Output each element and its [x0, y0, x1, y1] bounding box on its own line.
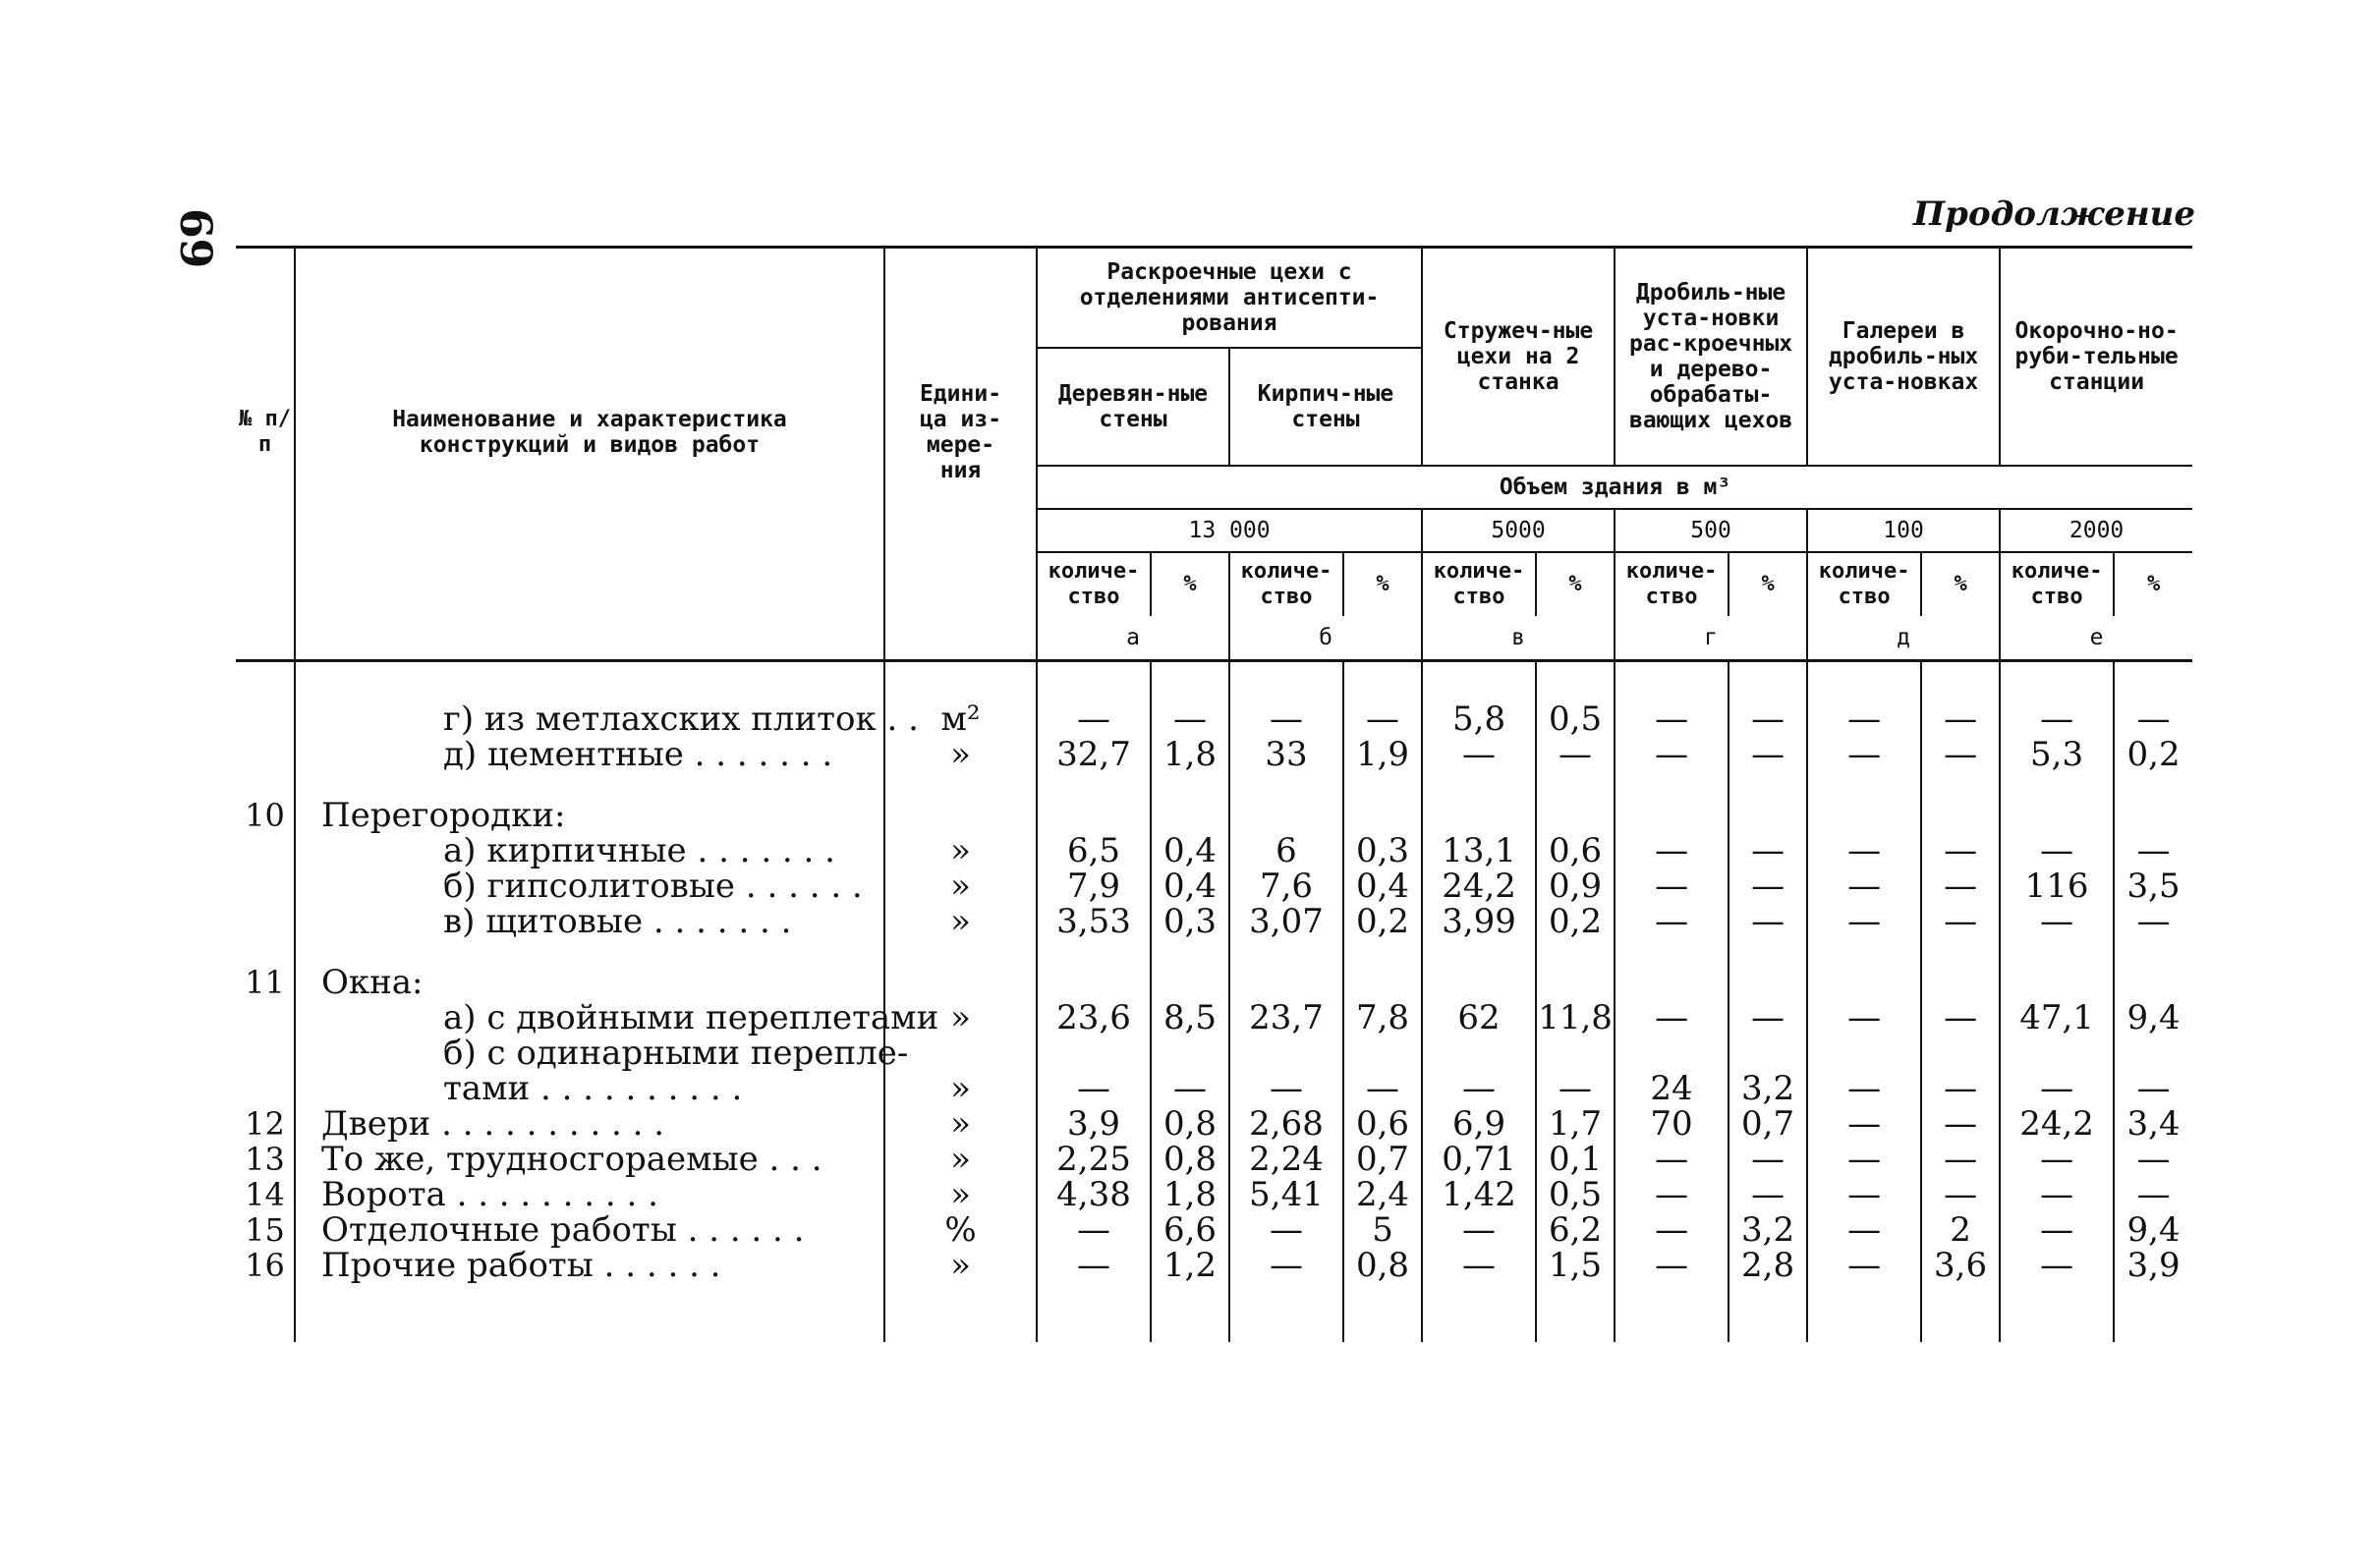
cell-quantity: — [1229, 1212, 1343, 1248]
cell-quantity [1807, 1035, 1921, 1071]
cell-percent: 0,6 [1536, 833, 1615, 868]
cell-percent: 1,2 [1151, 1248, 1229, 1283]
cell-percent: — [1728, 1177, 1807, 1212]
row-unit: » [884, 1142, 1037, 1177]
cell-percent: 0,2 [2114, 737, 2192, 772]
cell-quantity: 2,68 [1229, 1106, 1343, 1142]
cell-percent: — [2114, 1177, 2192, 1212]
cell-quantity: 32,7 [1037, 737, 1151, 772]
cell-percent: — [1728, 833, 1807, 868]
row-number: 16 [245, 1247, 285, 1284]
pct-header: % [1921, 552, 2000, 616]
cell-percent: 0,3 [1343, 833, 1422, 868]
cell-quantity: — [1422, 1071, 1536, 1106]
cell-percent: — [1728, 737, 1807, 772]
cell-percent: 0,2 [1536, 904, 1615, 939]
cell-quantity [1615, 1035, 1728, 1071]
row-unit: » [884, 1177, 1037, 1212]
cell-quantity: 5,41 [1229, 1177, 1343, 1212]
cell-quantity: — [1615, 1142, 1728, 1177]
pct-header: % [1536, 552, 1615, 616]
cell-quantity [1615, 772, 1728, 833]
cell-percent: 3,4 [2114, 1106, 2192, 1142]
row-name: б) с одинарными перепле- [295, 1035, 884, 1071]
column-letter: е [2000, 616, 2192, 661]
row-unit: » [884, 833, 1037, 868]
cell-quantity: — [1615, 1212, 1728, 1248]
row-unit: » [884, 1248, 1037, 1283]
cell-quantity: 47,1 [2000, 1000, 2114, 1035]
cell-quantity [1615, 939, 1728, 1000]
cell-percent: — [1921, 868, 2000, 904]
row-name: Отделочные работы . . . . . . [295, 1212, 884, 1248]
cell-quantity: 24 [1615, 1071, 1728, 1106]
cell-quantity: — [2000, 904, 2114, 939]
qty-header: количе-ство [1229, 552, 1343, 616]
column-letter: г [1615, 616, 1807, 661]
cell-quantity: 3,53 [1037, 904, 1151, 939]
cell-quantity: — [1037, 1248, 1151, 1283]
cell-percent: — [1728, 701, 1807, 737]
volume-value: 500 [1615, 509, 1807, 552]
row-unit: » [884, 737, 1037, 772]
cell-percent: — [1728, 904, 1807, 939]
cell-percent: — [1921, 1142, 2000, 1177]
cell-percent: 6,2 [1536, 1212, 1615, 1248]
cell-percent: 3,5 [2114, 868, 2192, 904]
cell-percent: — [1728, 1142, 1807, 1177]
row-name: а) с двойными переплетами [295, 1000, 884, 1035]
cell-quantity: 4,38 [1037, 1177, 1151, 1212]
row-number [236, 1035, 295, 1071]
cell-quantity: 7,9 [1037, 868, 1151, 904]
cell-quantity [2000, 1035, 2114, 1071]
cell-percent: 3,2 [1728, 1071, 1807, 1106]
cell-percent: 2 [1921, 1212, 2000, 1248]
header-group-okoroch: Окорочно-но-руби-тельные станции [2000, 248, 2192, 467]
cell-quantity [1037, 1035, 1151, 1071]
cell-percent: 9,4 [2114, 1212, 2192, 1248]
cell-percent: 0,4 [1343, 868, 1422, 904]
volume-value: 5000 [1422, 509, 1615, 552]
table-row [236, 1035, 2192, 1071]
cell-quantity [1422, 772, 1536, 833]
row-number: 12 [245, 1105, 285, 1143]
cell-percent: 5 [1343, 1212, 1422, 1248]
cell-percent: — [1921, 1071, 2000, 1106]
table-row [236, 1142, 2192, 1177]
row-number: 14 [245, 1176, 285, 1213]
header-group-raskroech: Раскроечные цехи с отделениями антисепти-рования [1037, 248, 1422, 349]
cell-quantity: — [1615, 1177, 1728, 1212]
cell-percent: 1,7 [1536, 1106, 1615, 1142]
cell-quantity: 5,3 [2000, 737, 2114, 772]
letter-spacer-num [236, 616, 295, 661]
cell-percent: 0,8 [1151, 1142, 1229, 1177]
table-row [236, 904, 2192, 939]
cell-quantity: — [1807, 701, 1921, 737]
cell-percent: 0,4 [1151, 868, 1229, 904]
page-number: 69 [170, 208, 220, 269]
row-unit: м² [884, 701, 1037, 737]
row-number [236, 1071, 295, 1106]
row-name: Перегородки: [295, 772, 884, 833]
cell-quantity: — [1807, 1248, 1921, 1283]
cell-percent: 9,4 [2114, 1000, 2192, 1035]
cell-percent: 3,2 [1728, 1212, 1807, 1248]
cell-quantity: 62 [1422, 1000, 1536, 1035]
row-name: а) кирпичные . . . . . . . [295, 833, 884, 868]
row-name: в) щитовые . . . . . . . [295, 904, 884, 939]
table-row [236, 833, 2192, 868]
cell-quantity: — [1807, 737, 1921, 772]
cell-percent: — [1343, 701, 1422, 737]
cell-quantity [1807, 772, 1921, 833]
cell-quantity: 23,7 [1229, 1000, 1343, 1035]
pct-header: % [1343, 552, 1422, 616]
row-name: б) гипсолитовые . . . . . . [295, 868, 884, 904]
cell-percent: — [1151, 1071, 1229, 1106]
cell-quantity: — [1807, 1000, 1921, 1035]
cell-quantity [1037, 939, 1151, 1000]
cell-percent: 8,5 [1151, 1000, 1229, 1035]
cell-percent: — [2114, 1071, 2192, 1106]
row-number [236, 833, 295, 868]
cell-percent [1343, 1035, 1422, 1071]
column-letter: б [1229, 616, 1422, 661]
cell-percent [2114, 772, 2192, 833]
row-number: 11 [245, 964, 285, 1001]
cell-quantity: — [1229, 1248, 1343, 1283]
cell-quantity [2000, 772, 2114, 833]
row-number [236, 1000, 295, 1035]
cell-percent [2114, 939, 2192, 1000]
cell-quantity: — [1615, 701, 1728, 737]
cell-percent [1536, 939, 1615, 1000]
cell-percent: — [2114, 701, 2192, 737]
cell-quantity: — [1615, 868, 1728, 904]
cell-quantity: — [2000, 833, 2114, 868]
table-row-filler [236, 1283, 2192, 1342]
cell-quantity [1229, 1035, 1343, 1071]
cell-quantity: 2,25 [1037, 1142, 1151, 1177]
cell-percent [1343, 772, 1422, 833]
cell-percent: 0,5 [1536, 701, 1615, 737]
table-row [236, 1106, 2192, 1142]
cell-percent: 7,8 [1343, 1000, 1422, 1035]
cell-quantity: — [1229, 701, 1343, 737]
cell-quantity: 6,5 [1037, 833, 1151, 868]
cell-percent: — [1921, 701, 2000, 737]
cell-quantity: 24,2 [1422, 868, 1536, 904]
continuation-label: Продолжение [1913, 195, 2195, 234]
cell-quantity: 24,2 [2000, 1106, 2114, 1142]
cell-quantity [1422, 939, 1536, 1000]
cell-quantity [1037, 772, 1151, 833]
cell-percent: 0,4 [1151, 833, 1229, 868]
cell-quantity: 6,9 [1422, 1106, 1536, 1142]
row-unit: » [884, 1071, 1037, 1106]
row-unit: » [884, 1000, 1037, 1035]
cell-quantity: — [1615, 1000, 1728, 1035]
cell-quantity: — [1615, 1248, 1728, 1283]
cell-quantity: 1,42 [1422, 1177, 1536, 1212]
cell-percent: 0,9 [1536, 868, 1615, 904]
cell-quantity: — [1229, 1071, 1343, 1106]
table-row [236, 939, 2192, 1000]
cell-percent: 2,8 [1728, 1248, 1807, 1283]
letter-spacer-name [295, 616, 884, 661]
letter-spacer-unit [884, 616, 1037, 661]
cell-percent: — [1728, 1000, 1807, 1035]
row-number: 13 [245, 1141, 285, 1178]
header-num: № п/п [236, 248, 295, 617]
cell-quantity: 5,8 [1422, 701, 1536, 737]
cell-quantity: 116 [2000, 868, 2114, 904]
table-row [236, 772, 2192, 833]
cell-percent: — [1921, 833, 2000, 868]
cell-percent: 6,6 [1151, 1212, 1229, 1248]
cell-percent: 0,5 [1536, 1177, 1615, 1212]
row-name: тами . . . . . . . . . . [295, 1071, 884, 1106]
cell-percent: 0,8 [1343, 1248, 1422, 1283]
pct-header: % [2114, 552, 2192, 616]
header-sub-brick: Кирпич-ные стены [1229, 348, 1422, 466]
volume-value: 2000 [2000, 509, 2192, 552]
row-number: 10 [245, 797, 285, 834]
table-row [236, 1177, 2192, 1212]
table-row [236, 868, 2192, 904]
cell-percent [1343, 939, 1422, 1000]
cell-percent: 1,5 [1536, 1248, 1615, 1283]
cell-quantity [1229, 772, 1343, 833]
cell-quantity: 2,24 [1229, 1142, 1343, 1177]
row-number [236, 701, 295, 737]
row-unit: » [884, 1106, 1037, 1142]
cell-percent: 0,8 [1151, 1106, 1229, 1142]
row-number [236, 737, 295, 772]
table-header [236, 248, 2192, 661]
cell-percent: 3,6 [1921, 1248, 2000, 1283]
cell-percent [1728, 772, 1807, 833]
qty-header: количе-ство [1807, 552, 1921, 616]
cell-percent: — [2114, 833, 2192, 868]
cell-quantity: — [2000, 1212, 2114, 1248]
row-number: 15 [245, 1211, 285, 1249]
cell-quantity: 0,71 [1422, 1142, 1536, 1177]
cell-percent [1151, 1035, 1229, 1071]
cell-percent: 1,8 [1151, 737, 1229, 772]
cell-quantity [1807, 939, 1921, 1000]
column-letter: а [1037, 616, 1229, 661]
table-row [236, 1212, 2192, 1248]
qty-header: количе-ство [1037, 552, 1151, 616]
cell-quantity: — [1615, 904, 1728, 939]
cell-quantity: 23,6 [1037, 1000, 1151, 1035]
cell-percent: — [1536, 737, 1615, 772]
cell-percent: 11,8 [1536, 1000, 1615, 1035]
table-row [236, 1071, 2192, 1106]
row-number [236, 868, 295, 904]
header-group-galerei: Галереи в дробиль-ных уста-новках [1807, 248, 2000, 467]
cell-percent: — [1921, 1106, 2000, 1142]
row-unit: » [884, 868, 1037, 904]
cell-quantity: — [2000, 1142, 2114, 1177]
cell-quantity: 6 [1229, 833, 1343, 868]
cell-quantity: — [1807, 1177, 1921, 1212]
cell-quantity: 13,1 [1422, 833, 1536, 868]
cell-percent: 0,7 [1728, 1106, 1807, 1142]
qty-header: количе-ство [1422, 552, 1536, 616]
column-letter: в [1422, 616, 1615, 661]
data-table [236, 246, 2192, 1342]
row-unit: » [884, 904, 1037, 939]
cell-percent [1921, 772, 2000, 833]
pct-header: % [1151, 552, 1229, 616]
column-letter: д [1807, 616, 2000, 661]
cell-quantity: 33 [1229, 737, 1343, 772]
header-name: Наименование и характеристика конструкций и видов работ [295, 248, 884, 617]
qty-header: количе-ство [2000, 552, 2114, 616]
cell-quantity: — [2000, 701, 2114, 737]
cell-percent: — [2114, 904, 2192, 939]
cell-percent: — [1921, 904, 2000, 939]
cell-percent [1728, 1035, 1807, 1071]
header-group-drobil: Дробиль-ные уста-новки рас-кроечных и дерево-обрабаты-вающих цехов [1615, 248, 1807, 467]
cell-percent: 1,8 [1151, 1177, 1229, 1212]
cell-percent [1921, 939, 2000, 1000]
cell-quantity: 3,9 [1037, 1106, 1151, 1142]
cell-percent: — [1536, 1071, 1615, 1106]
cell-quantity [2000, 939, 2114, 1000]
cell-quantity: — [1807, 868, 1921, 904]
cell-percent [1151, 772, 1229, 833]
cell-percent [2114, 1035, 2192, 1071]
row-unit [884, 772, 1037, 833]
cell-quantity: — [2000, 1177, 2114, 1212]
cell-quantity: — [1422, 1212, 1536, 1248]
row-name: г) из метлахских плиток . . [295, 701, 884, 737]
cell-quantity: — [1807, 833, 1921, 868]
cell-quantity: — [1037, 1071, 1151, 1106]
cell-quantity: — [1422, 1248, 1536, 1283]
pct-header: % [1728, 552, 1807, 616]
cell-percent [1728, 939, 1807, 1000]
header-volume-label: Объем здания в м³ [1037, 466, 2192, 509]
cell-percent: 3,9 [2114, 1248, 2192, 1283]
header-group-struzhech: Стружеч-ные цехи на 2 станка [1422, 248, 1615, 467]
cell-quantity: — [1615, 833, 1728, 868]
table-row [236, 1248, 2192, 1283]
table-body [236, 661, 2192, 1343]
table-row [236, 1000, 2192, 1035]
row-name: Прочие работы . . . . . . [295, 1248, 884, 1283]
cell-percent: 1,9 [1343, 737, 1422, 772]
cell-quantity: 3,07 [1229, 904, 1343, 939]
cell-quantity [1422, 1035, 1536, 1071]
row-number [236, 904, 295, 939]
cell-quantity: — [1807, 904, 1921, 939]
cell-percent [1536, 772, 1615, 833]
cell-percent: — [1921, 1177, 2000, 1212]
cell-percent: 0,6 [1343, 1106, 1422, 1142]
cell-percent: — [2114, 1142, 2192, 1177]
cell-percent: 0,3 [1151, 904, 1229, 939]
cell-quantity: 7,6 [1229, 868, 1343, 904]
cell-percent: 0,1 [1536, 1142, 1615, 1177]
header-sub-wood: Деревян-ные стены [1037, 348, 1229, 466]
cell-quantity: — [1807, 1071, 1921, 1106]
volume-value: 100 [1807, 509, 2000, 552]
cell-quantity: — [1615, 737, 1728, 772]
cell-percent: 2,4 [1343, 1177, 1422, 1212]
cell-quantity: 3,99 [1422, 904, 1536, 939]
cell-quantity: — [1037, 701, 1151, 737]
table-row [236, 737, 2192, 772]
cell-percent: — [1728, 868, 1807, 904]
row-name: д) цементные . . . . . . . [295, 737, 884, 772]
cell-quantity: — [1037, 1212, 1151, 1248]
cell-quantity: — [1422, 737, 1536, 772]
row-name: Двери . . . . . . . . . . . [295, 1106, 884, 1142]
cell-percent [1536, 1035, 1615, 1071]
header-unit: Едини-ца из-мере-ния [884, 248, 1037, 617]
cell-quantity: — [2000, 1248, 2114, 1283]
cell-quantity: — [1807, 1142, 1921, 1177]
row-name: Ворота . . . . . . . . . . [295, 1177, 884, 1212]
row-unit [884, 939, 1037, 1000]
cell-quantity [1229, 939, 1343, 1000]
cell-quantity: — [1807, 1212, 1921, 1248]
cell-percent [1921, 1035, 2000, 1071]
cell-quantity: — [1807, 1106, 1921, 1142]
cell-percent: 0,7 [1343, 1142, 1422, 1177]
cell-percent: — [1921, 1000, 2000, 1035]
volume-value: 13 000 [1037, 509, 1422, 552]
table-row [236, 701, 2192, 737]
cell-percent: — [1921, 737, 2000, 772]
row-name: Окна: [295, 939, 884, 1000]
cell-quantity: 70 [1615, 1106, 1728, 1142]
qty-header: количе-ство [1615, 552, 1728, 616]
row-unit: % [884, 1212, 1037, 1248]
cell-percent: — [1343, 1071, 1422, 1106]
cell-quantity: — [2000, 1071, 2114, 1106]
cell-percent [1151, 939, 1229, 1000]
cell-percent: 0,2 [1343, 904, 1422, 939]
cell-percent: — [1151, 701, 1229, 737]
row-name: То же, трудносгораемые . . . [295, 1142, 884, 1177]
